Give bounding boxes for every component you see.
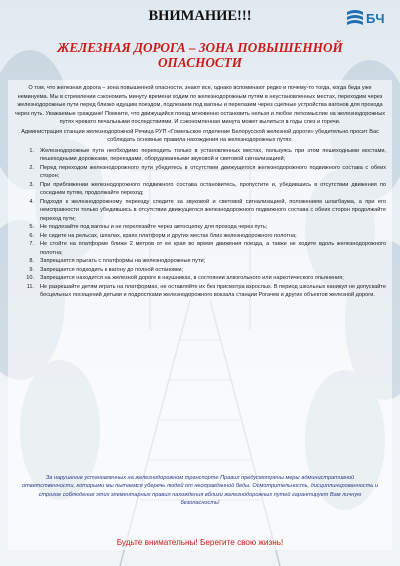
logo (346, 6, 396, 30)
rule-text: Запрещается прыгать с платформы на железнодорожные пути; (40, 258, 206, 264)
rule-item (14, 232, 386, 241)
rule-number: 2. (29, 164, 34, 171)
rule-text: При приближении железнодорожного подвижного состава остановитесь, пропустите и, убедившись в отсутствии движения по соседним путям, продолжайте переход; (40, 181, 386, 196)
rule-number: 9. (29, 266, 34, 273)
rule-text: Не стойте на платформе ближе 2 метров от ее края во время движения поезда, а также не ходите вдоль железнодорожного полотна; (40, 241, 386, 256)
rule-text: Перед переходом железнодорожного пути убедитесь в отсутствии движущегося железнодорожного подвижного состава с обеих сторон; (40, 164, 386, 179)
bottom-warning: Будьте внимательны! Берегите свою жизнь! (116, 538, 284, 547)
rule-text: Запрещается подходить к вагону до полной остановки; (40, 266, 184, 273)
page-title: ВНИМАНИЕ!!! (148, 8, 252, 24)
body-text (14, 84, 386, 300)
rule-text: Не разрешайте детям играть на платформах, не оставляйте их без присмотра взрослых. В период школьных каникул не допускайте бесцельных посещений детьми и подростками железнодорожного вокзала станции Рогачев и других объектов железной дороги. (40, 283, 386, 298)
rule-number: 6. (29, 232, 34, 239)
rule-item (14, 181, 386, 198)
rule-number: 11. (26, 283, 34, 290)
rule-number: 10. (26, 275, 34, 281)
belarusian-railway-logo-icon (346, 8, 364, 28)
rule-number: 1. (29, 147, 34, 154)
rule-text: Не подлезайте под вагоны и не перелезайте через автосцепку для прохода через путь; (40, 224, 268, 230)
rule-number: 4. (29, 198, 34, 205)
rule-item (14, 240, 386, 257)
rule-text: Железнодорожные пути необходимо переходить только в установленных местах, пользуясь при этом пешеходными мостами, пешеходными дорожками, переездами, оборудованными звуковой и световой сигнализацией; (40, 147, 386, 162)
main-heading: ЖЕЛЕЗНАЯ ДОРОГА – ЗОНА ПОВЫШЕННОЙ ОПАСНОСТИ (57, 40, 343, 70)
rule-text: Запрещается находится на железной дороге в наушниках, в состоянии алкогольного или наркотического опьянения; (40, 275, 344, 281)
rule-item (14, 164, 386, 181)
rule-text: Подходя к железнодорожному переезду следите за звуковой и световой сигнализацией, положением шлагбаума, а при его неисправности только убедившись в отсутствии движущегося железнодорожного подвижного состава с обеих сторон продолжайте переход пути; (40, 198, 386, 222)
rule-item (14, 147, 386, 164)
rule-number: 7. (29, 241, 34, 247)
rule-item (14, 257, 386, 266)
rule-number: 5. (29, 224, 34, 230)
rule-item (14, 283, 386, 300)
admin-note-paragraph: Администрация станции железнодорожной Речица РУП «Гомельское отделение Белорусской железной дороги» убедительно просит Вас соблюдать основные правила нахождения на железнодорожных путях: (21, 128, 379, 143)
rule-number: 3. (29, 181, 34, 188)
logo-text: БЧ (366, 10, 385, 26)
rule-item (14, 266, 386, 275)
rule-item (14, 223, 386, 232)
liability-note: За нарушение установленных на железнодорожном транспорте Правил предусмотрены меры административной ответственности, которыми мы пытаемся уберечь людей от неоправданной беды. Осмотрительность, дисциплинированность и строгое соблюдение этих элементарных правил нахождения вблизи железнодорожных путей гарантирует Вам личную безопасность! (22, 475, 378, 506)
rule-item (14, 198, 386, 224)
rule-item (14, 274, 386, 283)
intro-paragraph: О том, что железная дорога – зона повышенной опасности, знают все, однако вспоминают редко и почему-то тогда, когда беда уже неминуема. Мы в стремлении сэкономить минуту времени ходим по железнодорожным путям в неустановленных местах, переходим через железнодорожные пути перед близко идущим поездом, подлезаем под вагоны и перелазим через сцепные устройства вагонов для прохода через путь. Уважаемые граждане! Помните, что движущийся поезд мгновенно остановить нельзя и любое легкомыслие на железнодорожных путях чревато печальными последствиями. И сэкономленная минута может вылиться в годы слез и горечи. (14, 85, 386, 125)
rule-number: 8. (29, 258, 34, 264)
rule-text: Не сидите на рельсах, шпалах, краях платформ и других местах близ железнодорожного полотна; (40, 232, 297, 239)
